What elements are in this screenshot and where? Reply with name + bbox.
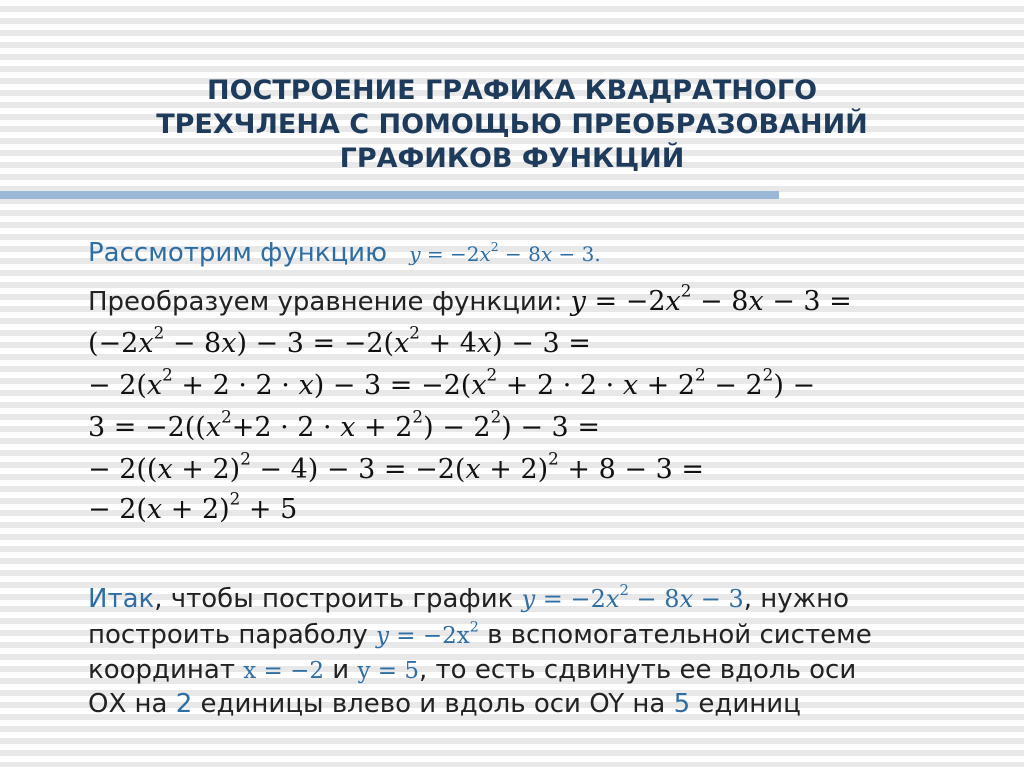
- conclusion-text-3: построить параболу: [88, 620, 376, 650]
- transform-eq-3: − $2(x^2 + 2 \cdot 2 \cdot x) - 3 = -2(x^2 + 2 \cdot 2 \cdot x + 2^2 - 2^2)$ −: [88, 364, 816, 401]
- conclusion-text-1: , чтобы построить график: [154, 584, 522, 614]
- conclusion-formula-1: $y = -2x^2 - 8x - 3$: [521, 581, 744, 613]
- transform-label: Преобразуем уравнение функции:: [88, 287, 563, 317]
- title-line-3: ГРАФИКОВ ФУНКЦИЙ: [339, 143, 685, 174]
- intro-line: [88, 238, 601, 268]
- title-divider: [0, 191, 779, 199]
- conclusion-line-3: [88, 655, 856, 685]
- shift-x-number: 2: [175, 689, 193, 719]
- conclusion-text-7: , то есть сдвинуть ее вдоль оси: [419, 655, 857, 685]
- conclusion-formula-2: $y = -2x^2$: [375, 619, 479, 649]
- slide-title: [120, 74, 904, 176]
- conclusion-text-2: , нужно: [743, 584, 849, 614]
- conclusion-formula-4: y = 5: [357, 658, 419, 684]
- conclusion-formula-3: x = −2: [243, 658, 325, 684]
- transform-eq-1: $y = -2x^2 - 8x - 3$ =: [570, 280, 852, 317]
- itak-word: Итак: [88, 584, 155, 614]
- conclusion-line-4: [88, 689, 801, 719]
- conclusion-text-6: и: [324, 655, 358, 685]
- conclusion-line-1: [88, 581, 849, 614]
- transform-eq-5: − $2((x + 2)^2 - 4) - 3 = -2(x + 2)^2 + 8 - 3$ =: [88, 448, 704, 485]
- title-line-2: ТРЕХЧЛЕНА С ПОМОЩЬЮ ПРЕОБРАЗОВАНИЙ: [156, 109, 868, 140]
- conclusion-text-5: координат: [88, 655, 244, 685]
- intro-formula: $y = -2x^2 - 8x - 3$.: [409, 239, 601, 266]
- title-line-1: ПОСТРОЕНИЕ ГРАФИКА КВАДРАТНОГО: [206, 75, 818, 106]
- transform-line-1: [88, 280, 852, 317]
- conclusion-text-8: ОХ на: [88, 689, 176, 719]
- conclusion-text-9: единицы влево и вдоль оси OY на: [192, 689, 674, 719]
- transform-eq-6: − $2(x + 2)^2 + 5$: [88, 488, 298, 525]
- conclusion-text-4: в вспомогательной системе: [478, 620, 872, 650]
- transform-eq-4: $3 = -2((x^2+2 \cdot 2 \cdot x + 2^2) - 2^2) - 3$ =: [88, 406, 600, 443]
- intro-text: Рассмотрим функцию: [88, 238, 387, 268]
- conclusion-text-10: единиц: [690, 689, 801, 719]
- conclusion-line-2: [88, 620, 872, 650]
- transform-eq-2: $(-2x^2 - 8x) - 3 = -2(x^2 + 4x) - 3$ =: [88, 322, 591, 359]
- shift-y-number: 5: [673, 689, 691, 719]
